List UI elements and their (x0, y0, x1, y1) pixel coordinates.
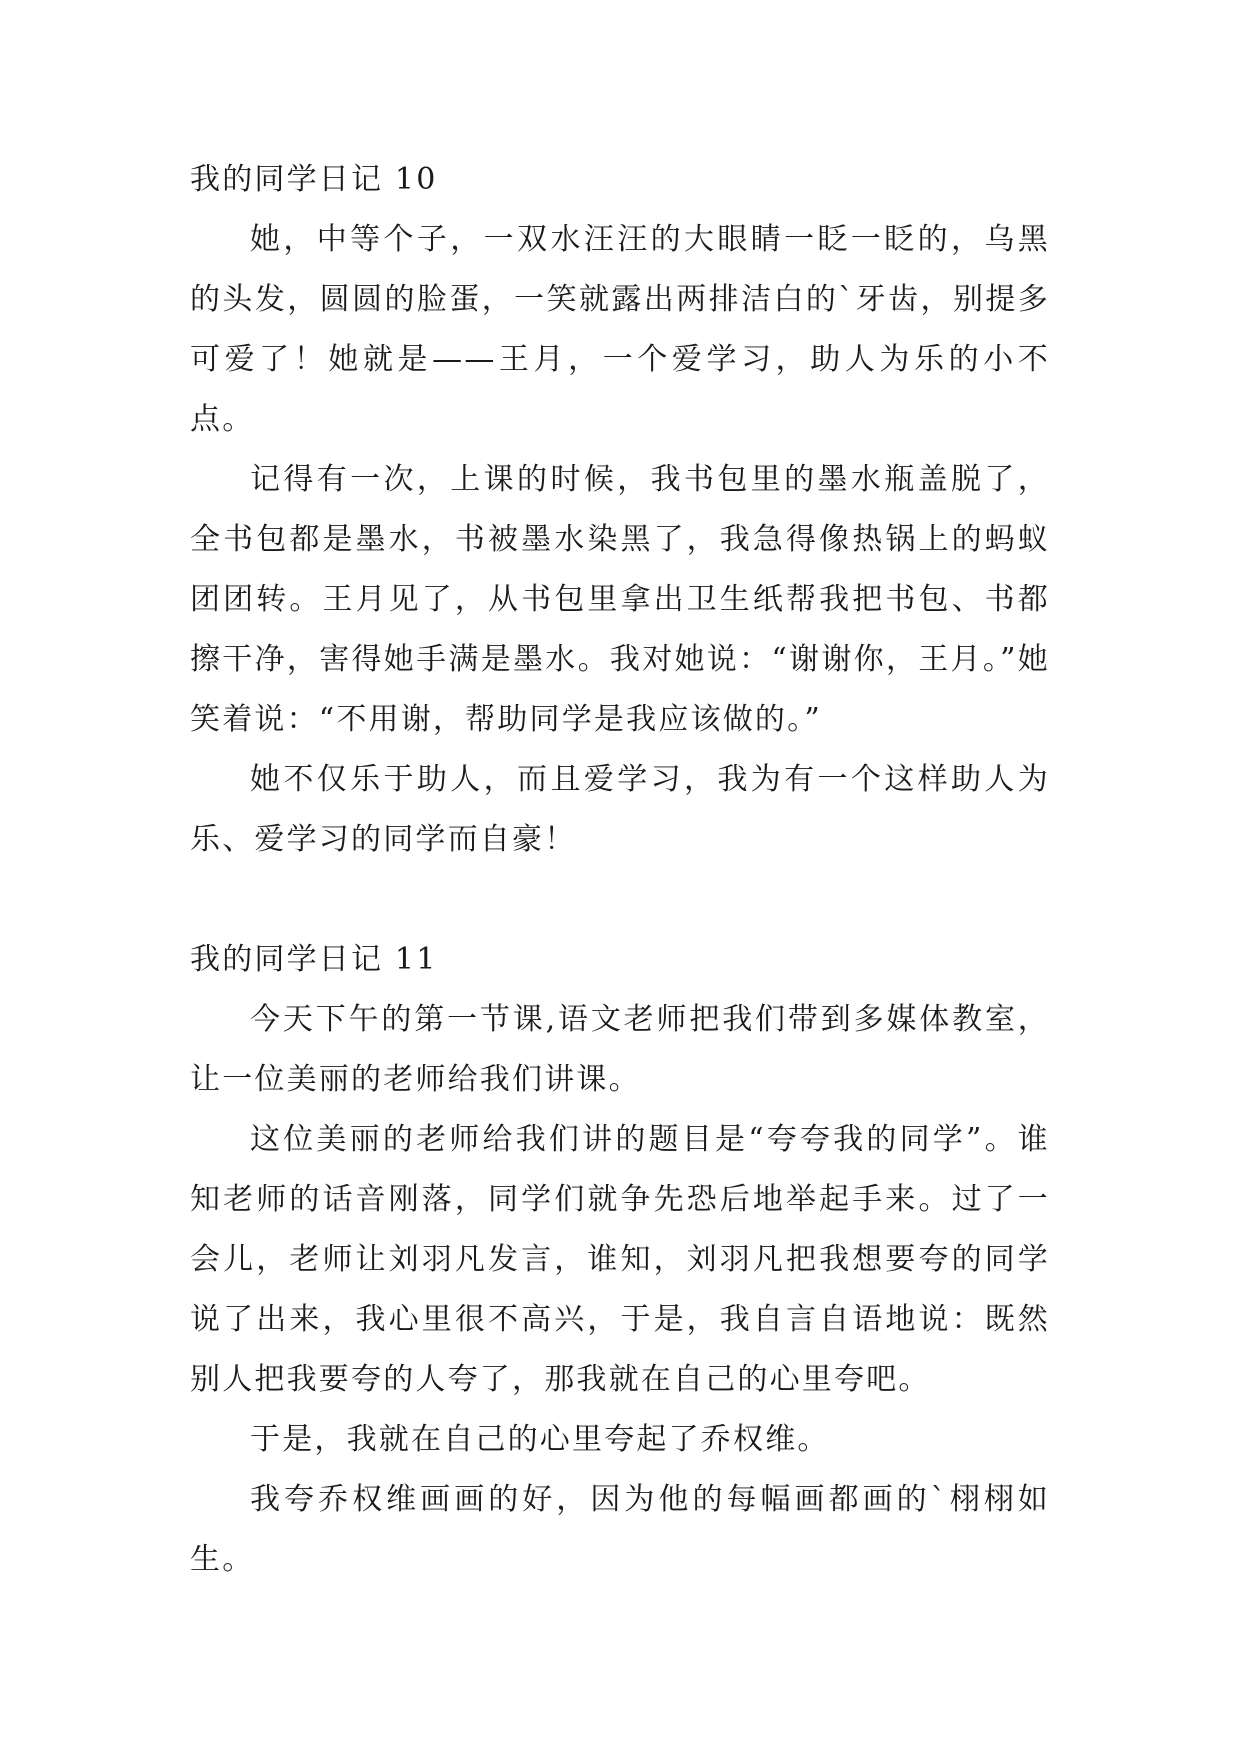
entry-title: 我的同学日记 10 (190, 162, 438, 197)
diary-entry-10 (190, 150, 1050, 870)
paragraph: 我夸乔权维画画的好，因为他的每幅画都画的`栩栩如生。 (190, 1482, 1050, 1577)
paragraph: 她不仅乐于助人，而且爱学习，我为有一个这样助人为乐、爱学习的同学而自豪！ (190, 762, 1050, 857)
paragraph: 这位美丽的老师给我们讲的题目是“夸夸我的同学”。谁知老师的话音刚落，同学们就争先恐后地举起手来。过了一会儿，老师让刘羽凡发言，谁知，刘羽凡把我想要夸的同学说了出来，我心里很不高兴，于是，我自言自语地说：既然别人把我要夸的人夸了，那我就在自己的心里夸吧。 (190, 1122, 1050, 1397)
diary-entry-11 (190, 930, 1050, 1590)
document-page (190, 150, 1050, 1590)
paragraph: 记得有一次，上课的时候，我书包里的墨水瓶盖脱了，全书包都是墨水，书被墨水染黑了，我急得像热锅上的蚂蚁团团转。王月见了，从书包里拿出卫生纸帮我把书包、书都擦干净，害得她手满是墨水。我对她说：“谢谢你，王月。”她笑着说：“不用谢，帮助同学是我应该做的。” (190, 462, 1050, 737)
entry-title: 我的同学日记 11 (190, 942, 438, 977)
paragraph: 她，中等个子，一双水汪汪的大眼睛一眨一眨的，乌黑的头发，圆圆的脸蛋，一笑就露出两排洁白的`牙齿，别提多可爱了！她就是——王月，一个爱学习，助人为乐的小不点。 (190, 222, 1050, 437)
paragraph: 今天下午的第一节课,语文老师把我们带到多媒体教室，让一位美丽的老师给我们讲课。 (190, 1002, 1050, 1097)
paragraph: 于是，我就在自己的心里夸起了乔权维。 (250, 1422, 830, 1457)
